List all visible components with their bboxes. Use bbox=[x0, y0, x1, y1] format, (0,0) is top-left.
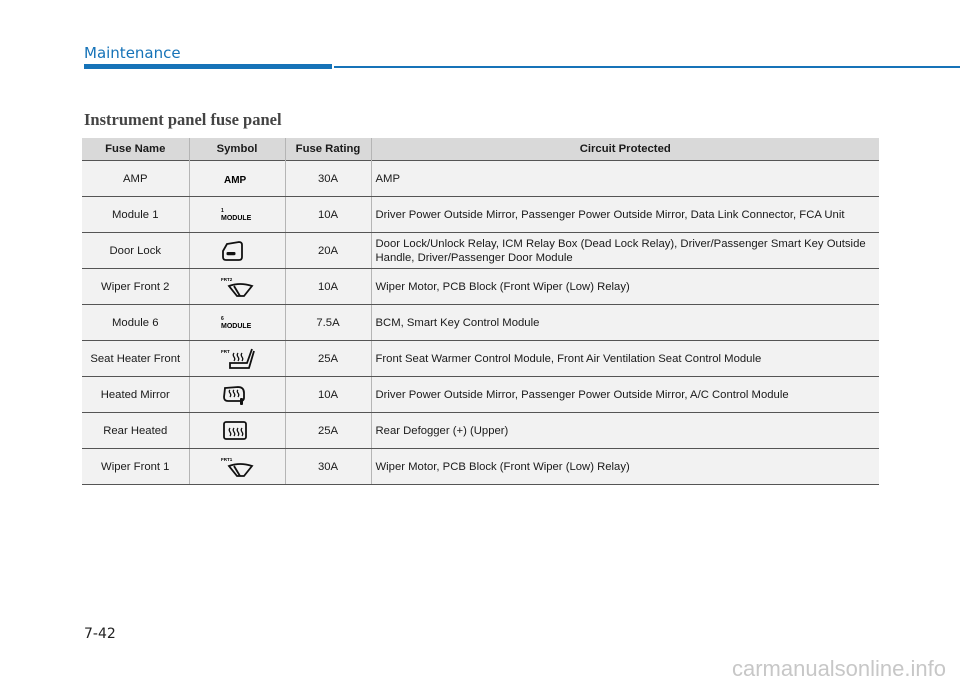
fuse-rating: 30A bbox=[285, 161, 371, 197]
wiper-front-2-icon bbox=[220, 276, 260, 298]
fuse-rating: 10A bbox=[285, 377, 371, 413]
table-row bbox=[82, 233, 879, 269]
fuse-name: Seat Heater Front bbox=[82, 341, 189, 377]
fuse-rating: 10A bbox=[285, 197, 371, 233]
module-6-icon bbox=[220, 312, 260, 334]
fuse-symbol bbox=[189, 269, 285, 305]
symbol-label: AMP bbox=[223, 175, 246, 186]
heated-mirror-icon bbox=[220, 384, 260, 406]
page-heading: Instrument panel fuse panel bbox=[84, 110, 282, 129]
circuit-protected: Rear Defogger (+) (Upper) bbox=[371, 413, 879, 449]
fuse-name: Wiper Front 2 bbox=[82, 269, 189, 305]
table-row bbox=[82, 449, 879, 485]
fuse-name: AMP bbox=[82, 161, 189, 197]
fuse-symbol bbox=[189, 449, 285, 485]
circuit-protected: Wiper Motor, PCB Block (Front Wiper (Low) Relay) bbox=[371, 449, 879, 485]
table-row bbox=[82, 413, 879, 449]
page-number: 7-42 bbox=[84, 626, 116, 642]
table-row bbox=[82, 269, 879, 305]
fuse-name: Module 6 bbox=[82, 305, 189, 341]
fuse-rating: 25A bbox=[285, 413, 371, 449]
symbol-number: 1 bbox=[220, 208, 224, 214]
header-rule-thin bbox=[334, 66, 960, 68]
section-title: Maintenance bbox=[84, 44, 181, 62]
module-1-icon bbox=[220, 204, 260, 226]
symbol-label: MODULE bbox=[220, 215, 251, 222]
fuse-rating: 30A bbox=[285, 449, 371, 485]
fuse-symbol bbox=[189, 233, 285, 269]
wiper-front-1-icon bbox=[220, 456, 260, 478]
seat-heater-icon bbox=[220, 348, 260, 370]
rear-defogger-icon bbox=[220, 420, 260, 442]
circuit-protected: Wiper Motor, PCB Block (Front Wiper (Low) Relay) bbox=[371, 269, 879, 305]
fuse-symbol bbox=[189, 377, 285, 413]
table-row bbox=[82, 197, 879, 233]
circuit-protected: AMP bbox=[371, 161, 879, 197]
fuse-name: Door Lock bbox=[82, 233, 189, 269]
fuse-name: Wiper Front 1 bbox=[82, 449, 189, 485]
table-row bbox=[82, 305, 879, 341]
circuit-protected: Driver Power Outside Mirror, Passenger Power Outside Mirror, Data Link Connector, FCA Unit bbox=[371, 197, 879, 233]
symbol-label: MODULE bbox=[220, 323, 251, 330]
symbol-label: FRT bbox=[220, 349, 230, 354]
column-header-fuse-name: Fuse Name bbox=[82, 138, 189, 161]
fuse-rating: 7.5A bbox=[285, 305, 371, 341]
symbol-label: FRT1 bbox=[220, 457, 232, 462]
column-header-symbol: Symbol bbox=[189, 138, 285, 161]
fuse-table bbox=[82, 138, 879, 485]
table-row bbox=[82, 161, 879, 197]
circuit-protected: Front Seat Warmer Control Module, Front Air Ventilation Seat Control Module bbox=[371, 341, 879, 377]
amp-icon bbox=[220, 168, 260, 190]
symbol-label: FRT2 bbox=[220, 277, 232, 282]
circuit-protected: Driver Power Outside Mirror, Passenger Power Outside Mirror, A/C Control Module bbox=[371, 377, 879, 413]
column-header-fuse-rating: Fuse Rating bbox=[285, 138, 371, 161]
fuse-rating: 10A bbox=[285, 269, 371, 305]
fuse-symbol bbox=[189, 161, 285, 197]
fuse-symbol bbox=[189, 413, 285, 449]
watermark: carmanualsonline.info bbox=[731, 656, 946, 681]
fuse-name: Module 1 bbox=[82, 197, 189, 233]
fuse-symbol bbox=[189, 305, 285, 341]
header-rule-thick bbox=[84, 64, 332, 69]
column-header-circuit-protected: Circuit Protected bbox=[371, 138, 879, 161]
door-lock-icon bbox=[220, 240, 260, 262]
fuse-rating: 25A bbox=[285, 341, 371, 377]
fuse-rating: 20A bbox=[285, 233, 371, 269]
table-row bbox=[82, 341, 879, 377]
fuse-symbol bbox=[189, 197, 285, 233]
circuit-protected: Door Lock/Unlock Relay, ICM Relay Box (Dead Lock Relay), Driver/Passenger Smart Key Outside Handle, Driver/Passenger Door Module bbox=[371, 233, 879, 269]
table-header-row bbox=[82, 138, 879, 161]
fuse-symbol bbox=[189, 341, 285, 377]
symbol-number: 6 bbox=[220, 316, 224, 322]
fuse-name: Heated Mirror bbox=[82, 377, 189, 413]
circuit-protected: BCM, Smart Key Control Module bbox=[371, 305, 879, 341]
table-row bbox=[82, 377, 879, 413]
fuse-name: Rear Heated bbox=[82, 413, 189, 449]
